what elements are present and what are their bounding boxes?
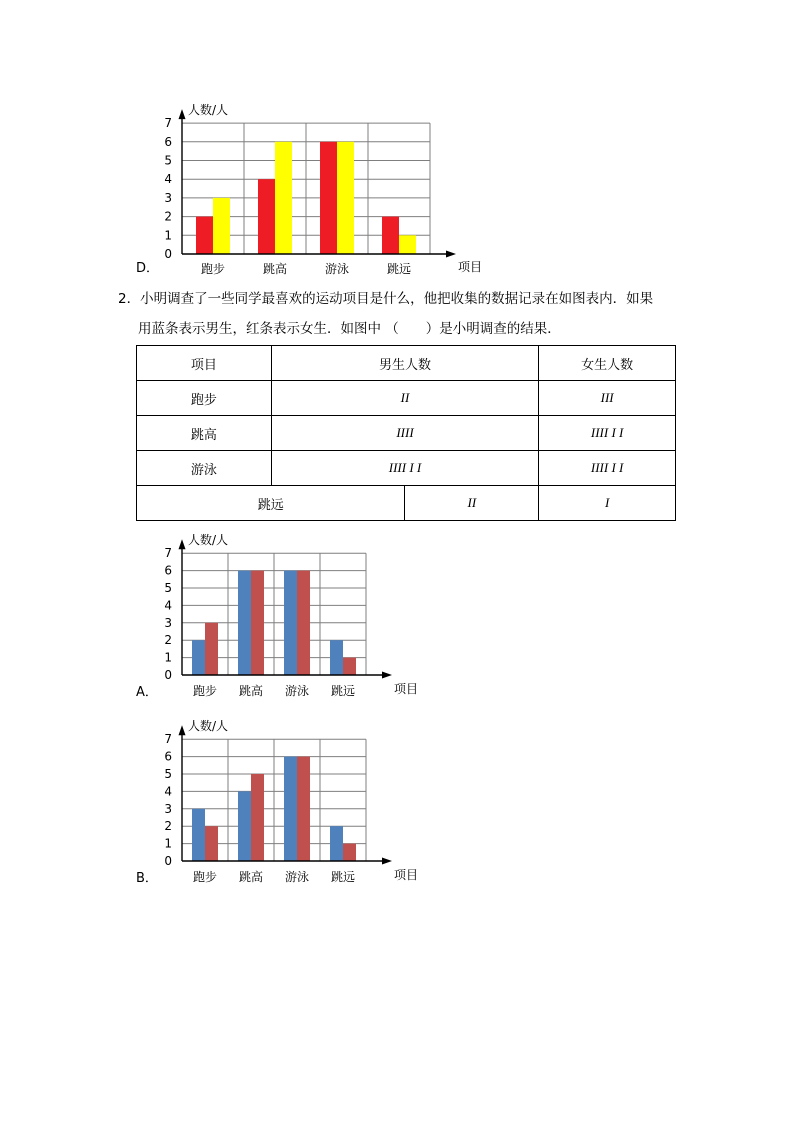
y-tick-label: 2	[164, 633, 172, 648]
x-axis-arrow	[382, 672, 392, 679]
bar-series-2	[297, 757, 310, 861]
table-row: 跳高 IIII IIII I I	[137, 416, 676, 451]
y-tick-label: 7	[164, 546, 172, 561]
x-axis-arrow	[446, 251, 456, 258]
bar-series-2	[343, 844, 356, 861]
y-tick-label: 4	[164, 784, 172, 799]
header-item: 项目	[137, 346, 272, 381]
bar-series-2	[337, 142, 354, 254]
y-tick-label: 0	[164, 247, 172, 261]
y-tick-label: 0	[164, 854, 172, 868]
x-tick-label: 游泳	[324, 262, 350, 276]
bar-series-1	[192, 809, 205, 861]
table-row: 跑步 II III	[137, 381, 676, 416]
y-tick-label: 1	[164, 228, 172, 243]
x-tick-label: 跳远	[330, 870, 356, 884]
x-tick-label: 跳高	[262, 262, 288, 276]
bar-series-1	[238, 791, 251, 861]
bar-series-1	[382, 217, 399, 254]
x-axis-label: 项目	[458, 260, 483, 274]
header-boys: 男生人数	[271, 346, 538, 381]
y-tick-label: 0	[164, 668, 172, 682]
tally-table	[136, 345, 676, 521]
option-label: A．	[136, 685, 158, 700]
bar-series-1	[284, 757, 297, 861]
x-axis-label: 项目	[394, 682, 419, 696]
y-tick-label: 6	[164, 563, 172, 578]
x-tick-label: 游泳	[284, 684, 310, 698]
y-axis-arrow	[179, 109, 186, 119]
question-line-2: 用蓝条表示男生，红条表示女生．如图中 （ ）是小明调查的结果．	[138, 321, 561, 337]
chart-option-b	[130, 716, 419, 890]
bar-series-2	[205, 623, 218, 675]
bar-series-2	[251, 774, 264, 861]
table-row: 游泳 IIII I I IIII I I	[137, 451, 676, 486]
table-header-row	[137, 346, 676, 381]
option-label: D．	[136, 261, 160, 276]
question-number: 2．	[118, 291, 141, 307]
bar-series-2	[343, 658, 356, 675]
x-tick-label: 跑步	[192, 870, 218, 884]
x-tick-label: 跳高	[238, 684, 264, 698]
y-tick-label: 3	[164, 615, 172, 630]
x-tick-label: 游泳	[284, 870, 310, 884]
chart-option-d	[130, 96, 483, 280]
y-tick-label: 7	[164, 732, 172, 747]
y-tick-label: 1	[164, 650, 172, 665]
y-axis-arrow	[179, 725, 186, 735]
bar-series-2	[297, 571, 310, 675]
question-line-1: 2．小明调查了一些同学最喜欢的运动项目是什么，他把收集的数据记录在如图表内．如果	[118, 291, 654, 307]
y-tick-label: 4	[164, 598, 172, 613]
y-tick-label: 2	[164, 209, 172, 224]
bar-series-2	[205, 826, 218, 861]
y-tick-label: 3	[164, 190, 172, 205]
y-axis-label: 人数/人	[188, 719, 229, 734]
y-tick-label: 6	[164, 749, 172, 764]
x-tick-label: 跳远	[330, 684, 356, 698]
y-tick-label: 5	[164, 153, 172, 168]
y-tick-label: 5	[164, 767, 172, 781]
x-tick-label: 跳高	[238, 870, 264, 884]
bar-series-2	[213, 198, 230, 254]
y-axis-label: 人数/人	[188, 103, 229, 118]
x-tick-label: 跑步	[200, 262, 226, 276]
x-tick-label: 跳远	[386, 262, 412, 276]
bar-series-2	[251, 571, 264, 675]
y-tick-label: 3	[164, 801, 172, 816]
bar-series-1	[192, 640, 205, 675]
bar-series-1	[320, 142, 337, 254]
y-tick-label: 5	[164, 581, 172, 595]
y-tick-label: 4	[164, 172, 172, 187]
y-tick-label: 6	[164, 134, 172, 149]
chart-option-a	[130, 530, 419, 704]
y-axis-arrow	[179, 539, 186, 549]
question-2-text	[118, 284, 688, 344]
bar-series-1	[284, 571, 297, 675]
bar-series-1	[238, 571, 251, 675]
y-tick-label: 2	[164, 819, 172, 834]
y-tick-label: 1	[164, 836, 172, 851]
bar-series-1	[196, 217, 213, 254]
table-row: 跳远 II I	[137, 486, 676, 521]
y-tick-label: 7	[164, 116, 172, 131]
x-tick-label: 跑步	[192, 684, 218, 698]
bar-series-1	[258, 179, 275, 254]
x-axis-arrow	[382, 858, 392, 865]
option-label: B．	[136, 871, 158, 886]
bar-series-2	[275, 142, 292, 254]
x-axis-label: 项目	[394, 868, 419, 882]
y-axis-label: 人数/人	[188, 533, 229, 548]
bar-series-2	[399, 235, 416, 254]
header-girls: 女生人数	[539, 346, 676, 381]
bar-series-1	[330, 640, 343, 675]
bar-series-1	[330, 826, 343, 861]
